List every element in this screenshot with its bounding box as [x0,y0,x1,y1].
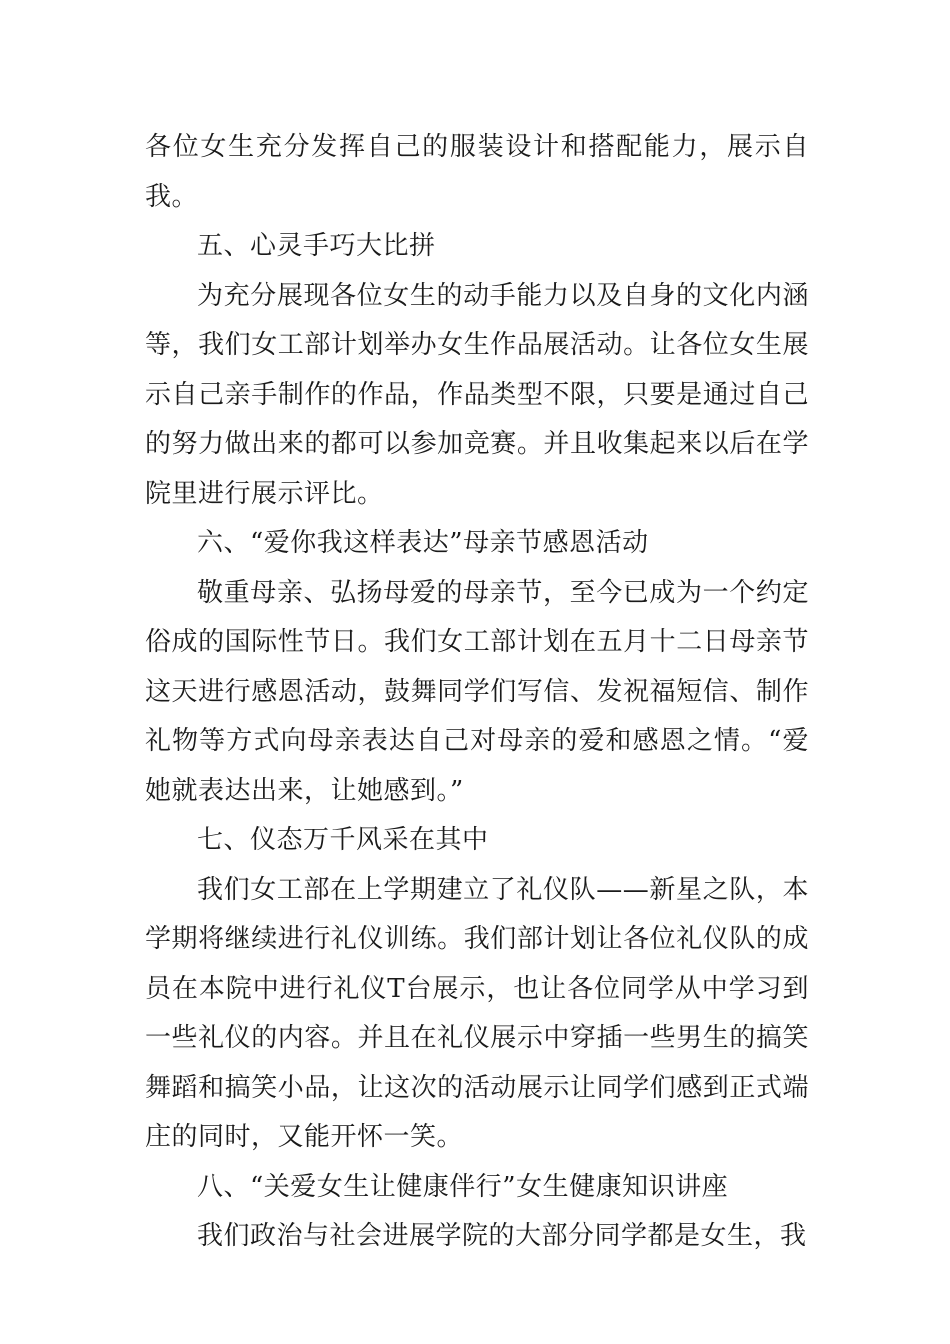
section-heading-5: 五、心灵手巧大比拼 [197,231,436,261]
section-heading-8: 八、“关爱女生让健康伴行”女生健康知识讲座 [197,1171,729,1202]
section-body-7: 我们女工部在上学期建立了礼仪队——新星之队，本学期将继续进行礼仪训练。我们部计划让各位礼仪队的成员在本院中进行礼仪T台展示，也让各位同学从中学习到一些礼仪的内容。并且在礼仪展示中穿插一些男生的搞笑舞蹈和搞笑小品，让这次的活动展示让同学们感到正式端庄的同时，又能开怀一笑。 [145,874,809,1152]
section-heading-7: 七、仪态万千风采在其中 [197,825,489,855]
document-body [145,123,809,1262]
continuation-paragraph: 各位女生充分发挥自己的服装设计和搭配能力，展示自我。 [145,132,809,212]
section-body-8: 我们政治与社会进展学院的大部分同学都是女生，我 [197,1221,807,1251]
section-heading-6: 六、“爱你我这样表达”母亲节感恩活动 [197,528,649,558]
section-body-5: 为充分展现各位女生的动手能力以及自身的文化内涵等，我们女工部计划举办女生作品展活动。让各位女生展示自己亲手制作的作品，作品类型不限，只要是通过自己的努力做出来的都可以参加竞赛。并且收集起来以后在学院里进行展示评比。 [145,280,809,509]
section-body-6: 敬重母亲、弘扬母爱的母亲节，至今已成为一个约定俗成的国际性节日。我们女工部计划在五月十二日母亲节这天进行感恩活动，鼓舞同学们写信、发祝福短信、制作礼物等方式向母亲表达自己对母亲的爱和感恩之情。“爱她就表达出来，让她感到。” [145,577,809,806]
